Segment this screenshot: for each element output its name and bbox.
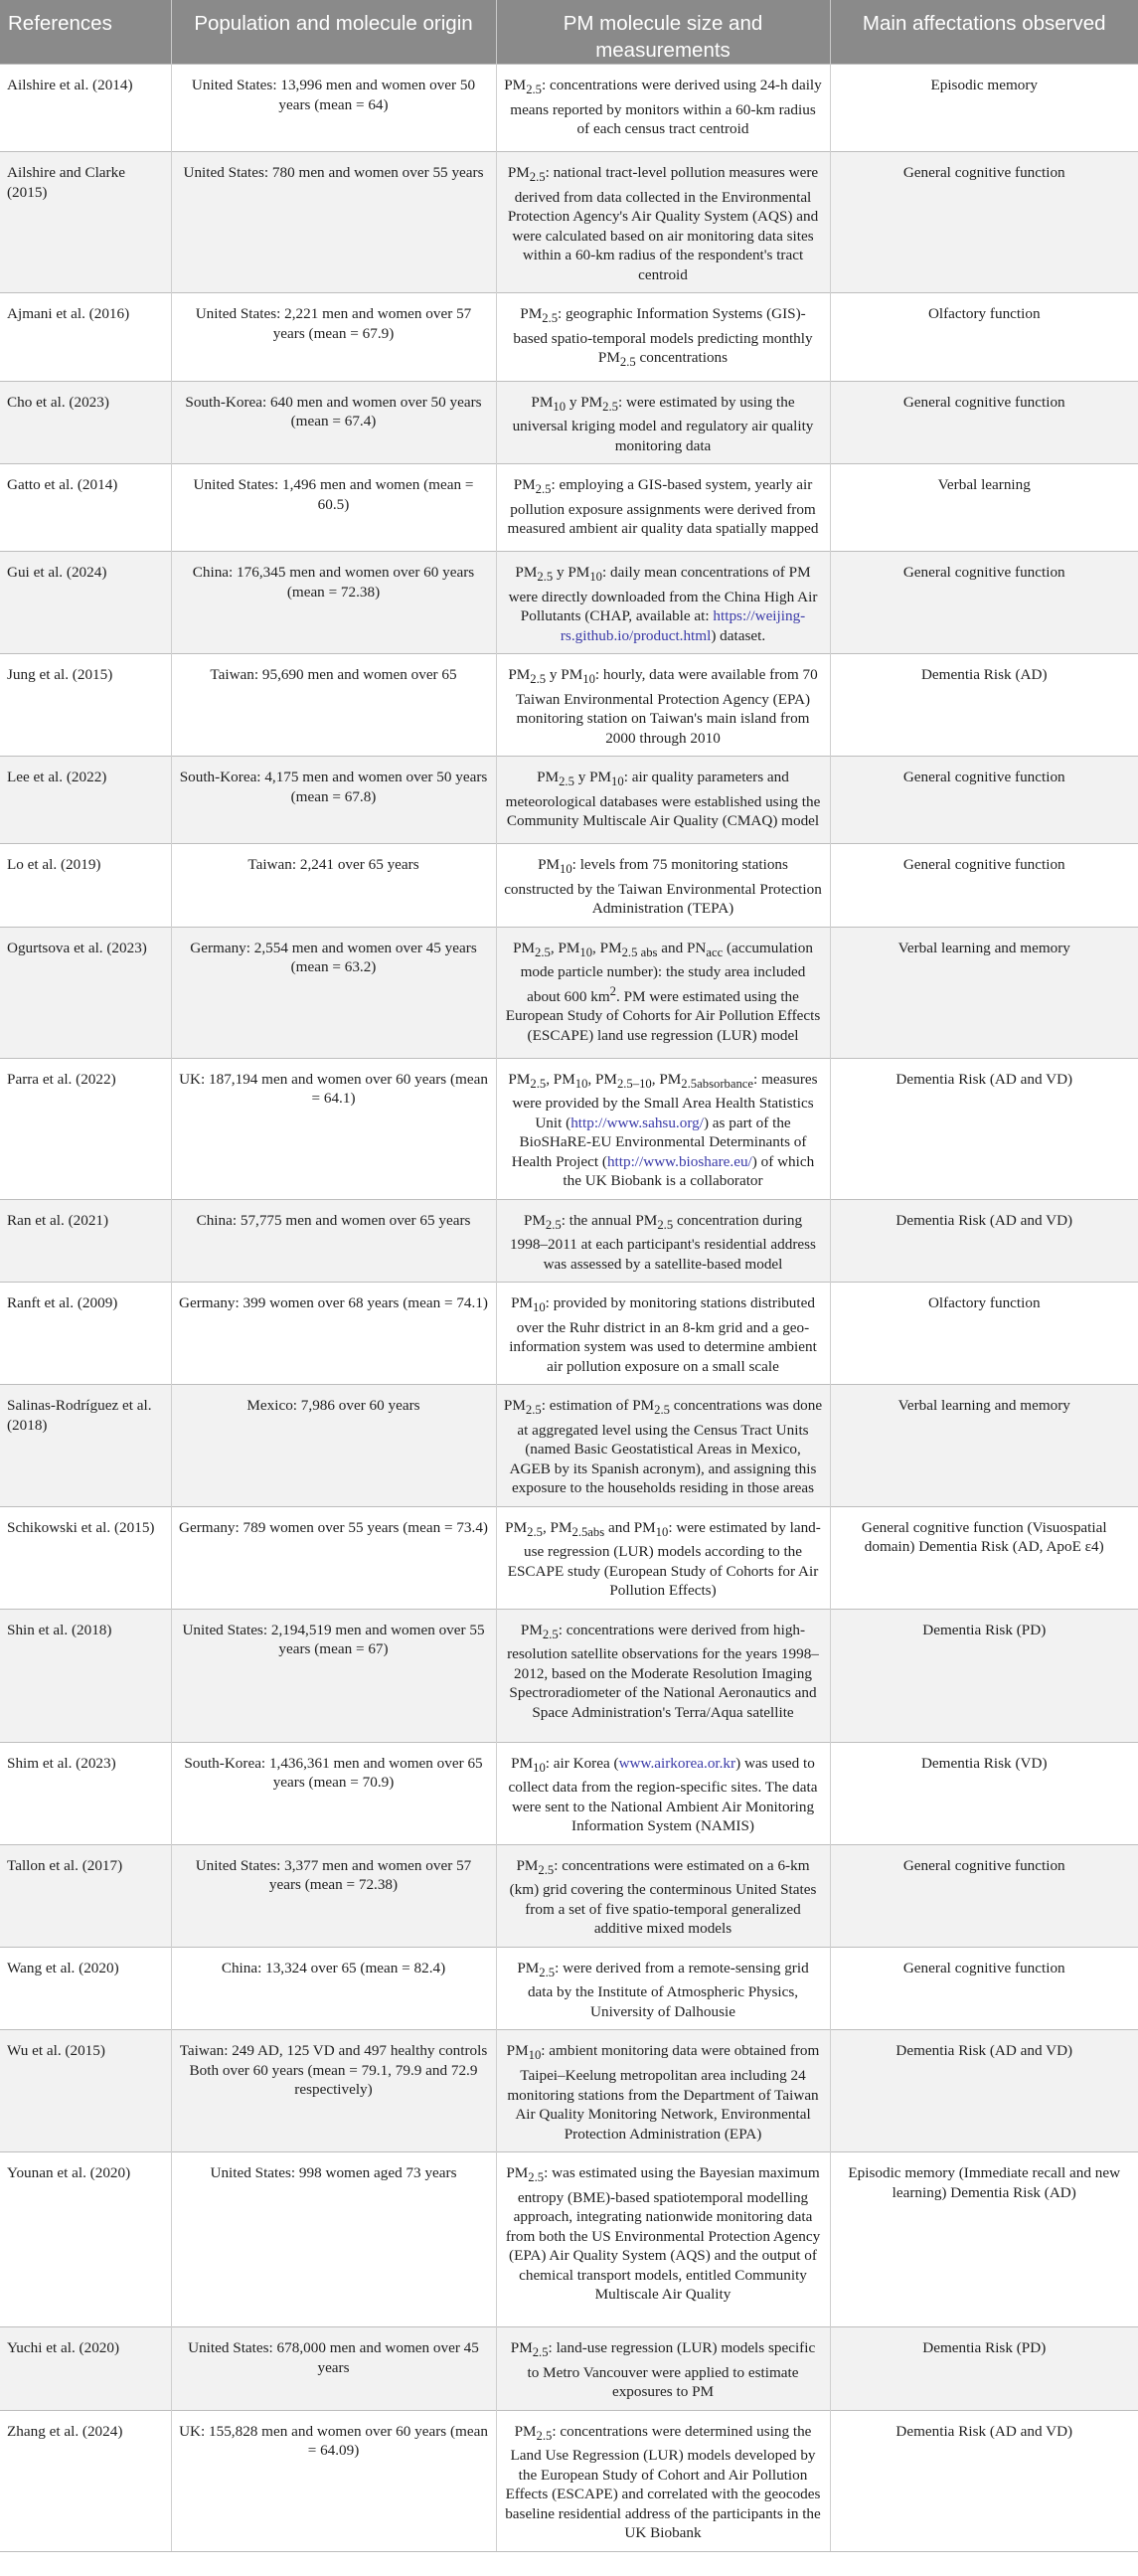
- measurement-cell: $PM_{10}$ y $PM_{2.5}$: were estimated by using the universal kriging model and regulatory air quality monitoring data: [496, 381, 830, 464]
- affectation-cell: General cognitive function: [830, 844, 1138, 928]
- table-row: [0, 654, 1138, 757]
- table-row: [0, 1742, 1138, 1844]
- reference-cell: Ailshire and Clarke (2015): [0, 152, 171, 293]
- table-row: [0, 757, 1138, 844]
- reference-cell: Shin et al. (2018): [0, 1609, 171, 1742]
- population-cell: United States: 3,377 men and women over 57 years (mean = 72.38): [171, 1844, 496, 1947]
- affectation-cell: Dementia Risk (AD and VD): [830, 1058, 1138, 1199]
- table-row: [0, 2327, 1138, 2411]
- population-cell: Germany: 2,554 men and women over 45 years (mean = 63.2): [171, 927, 496, 1058]
- affectation-cell: Dementia Risk (PD): [830, 2327, 1138, 2411]
- affectation-cell: Dementia Risk (AD and VD): [830, 1199, 1138, 1283]
- measurement-cell: $PM_{2.5}$: geographic Information Systems (GIS)-based spatio-temporal models predicting monthly $PM_{2.5}$ concentrations: [496, 293, 830, 382]
- table-row: [0, 293, 1138, 382]
- reference-cell: Gui et al. (2024): [0, 552, 171, 654]
- affectation-cell: General cognitive function: [830, 152, 1138, 293]
- reference-cell: Ogurtsova et al. (2023): [0, 927, 171, 1058]
- affectation-cell: Verbal learning: [830, 464, 1138, 552]
- reference-cell: Wu et al. (2015): [0, 2030, 171, 2152]
- affectation-cell: Dementia Risk (AD and VD): [830, 2410, 1138, 2551]
- table-row: [0, 844, 1138, 928]
- population-cell: Taiwan: 95,690 men and women over 65: [171, 654, 496, 757]
- reference-cell: Lee et al. (2022): [0, 757, 171, 844]
- table-row: [0, 1199, 1138, 1283]
- reference-cell: Shim et al. (2023): [0, 1742, 171, 1844]
- affectation-cell: Olfactory function: [830, 293, 1138, 382]
- population-cell: United States: 1,496 men and women (mean = 60.5): [171, 464, 496, 552]
- reference-cell: Gatto et al. (2014): [0, 464, 171, 552]
- population-cell: United States: 780 men and women over 55 years: [171, 152, 496, 293]
- population-cell: United States: 678,000 men and women over 45 years: [171, 2327, 496, 2411]
- population-cell: Germany: 789 women over 55 years (mean = 73.4): [171, 1506, 496, 1609]
- measurement-cell: $PM_{2.5}$ y $PM_{10}$: air quality parameters and meteorological databases were established using the Community Multiscale Air Quality (CMAQ) model: [496, 757, 830, 844]
- measurement-cell: $PM_{2.5}$ y $PM_{10}$: hourly, data were available from 70 Taiwan Environmental Protection Agency (EPA) monitoring station on Taiwan's main island from 2000 through 2010: [496, 654, 830, 757]
- table-row: [0, 152, 1138, 293]
- measurement-cell: $PM_{2.5}$: were derived from a remote-sensing grid data by the Institute of Atmospheric Physics, University of Dalhousie: [496, 1947, 830, 2030]
- header-pm-measurements: PM molecule size and measurements: [496, 0, 830, 65]
- affectation-cell: General cognitive function: [830, 757, 1138, 844]
- affectation-cell: Episodic memory: [830, 65, 1138, 152]
- affectation-cell: Episodic memory (Immediate recall and new learning) Dementia Risk (AD): [830, 2152, 1138, 2327]
- affectation-cell: Dementia Risk (AD): [830, 654, 1138, 757]
- measurement-cell: $PM_{2.5}$: concentrations were derived from high-resolution satellite observations for the years 1998–2012, based on the Moderate Resolution Imaging Spectroradiometer of the National Aeronautics and Space Administration's Terra/Aqua satellite: [496, 1609, 830, 1742]
- reference-cell: Yuchi et al. (2020): [0, 2327, 171, 2411]
- table-row: [0, 2030, 1138, 2152]
- reference-cell: Ranft et al. (2009): [0, 1283, 171, 1385]
- table-row: [0, 1947, 1138, 2030]
- reference-cell: Lo et al. (2019): [0, 844, 171, 928]
- header-references: References: [0, 0, 171, 65]
- reference-cell: Schikowski et al. (2015): [0, 1506, 171, 1609]
- affectation-cell: General cognitive function: [830, 552, 1138, 654]
- table-row: [0, 1609, 1138, 1742]
- population-cell: China: 13,324 over 65 (mean = 82.4): [171, 1947, 496, 2030]
- reference-cell: Cho et al. (2023): [0, 381, 171, 464]
- reference-cell: Tallon et al. (2017): [0, 1844, 171, 1947]
- affectation-cell: General cognitive function: [830, 381, 1138, 464]
- reference-cell: Zhang et al. (2024): [0, 2410, 171, 2551]
- affectation-cell: Dementia Risk (PD): [830, 1609, 1138, 1742]
- reference-cell: Ailshire et al. (2014): [0, 65, 171, 152]
- measurement-cell: $PM_{2.5}$, $PM_{10}$, $PM_{2.5-10}$, $PM_{2.5absorbance}$: measures were provided by the Small Area Health Statistics Unit (http://www.sahsu.org/) as part of the BioSHaRE-EU Environmental Determinants of Health Project (http://www.bioshare.eu/) of which the UK Biobank is a collaborator: [496, 1058, 830, 1199]
- reference-cell: Parra et al. (2022): [0, 1058, 171, 1199]
- table-row: [0, 1506, 1138, 1609]
- affectation-cell: General cognitive function: [830, 1844, 1138, 1947]
- table-row: [0, 552, 1138, 654]
- population-cell: South-Korea: 1,436,361 men and women over 65 years (mean = 70.9): [171, 1742, 496, 1844]
- population-cell: Taiwan: 249 AD, 125 VD and 497 healthy controls Both over 60 years (mean = 79.1, 79.9 and 72.9 respectively): [171, 2030, 496, 2152]
- measurement-cell: $PM_{2.5}$: estimation of $PM_{2.5}$ concentrations was done at aggregated level using the Census Tract Units (named Basic Geostatistical Areas in Mexico, AGEB by its Spanish acronym), and assigning this exposure to the households residing in those areas: [496, 1385, 830, 1507]
- measurement-cell: $PM_{2.5}$: employing a GIS-based system, yearly air pollution exposure assignments were derived from measured ambient air quality data spatially mapped: [496, 464, 830, 552]
- table-header-row: [0, 0, 1138, 65]
- table-row: [0, 1844, 1138, 1947]
- table-row: [0, 927, 1138, 1058]
- table-row: [0, 2410, 1138, 2551]
- table-row: [0, 1283, 1138, 1385]
- population-cell: China: 57,775 men and women over 65 years: [171, 1199, 496, 1283]
- measurement-cell: $PM_{2.5}$: national tract-level pollution measures were derived from data collected in the Environmental Protection Agency's Air Quality System (AQS) and were calculated based on air monitoring data sites within a 60-km radius of the respondent's tract centroid: [496, 152, 830, 293]
- header-population: Population and molecule origin: [171, 0, 496, 65]
- measurement-cell: $PM_{10}$: levels from 75 monitoring stations constructed by the Taiwan Environmental Protection Administration (TEPA): [496, 844, 830, 928]
- table-row: [0, 1385, 1138, 1507]
- affectation-cell: General cognitive function: [830, 1947, 1138, 2030]
- measurement-cell: $PM_{2.5}$, $PM_{10}$, $PM_{2.5 abs}$ and $PN_{acc}$ (accumulation mode particle number): the study area included about 600 $km^2$. PM were estimated using the European Study of Cohorts for Air Pollution Effects (ESCAPE) land use regression (LUR) model: [496, 927, 830, 1058]
- population-cell: United States: 998 women aged 73 years: [171, 2152, 496, 2327]
- population-cell: Mexico: 7,986 over 60 years: [171, 1385, 496, 1507]
- table-row: [0, 65, 1138, 152]
- population-cell: United States: 2,194,519 men and women over 55 years (mean = 67): [171, 1609, 496, 1742]
- measurement-cell: $PM_{2.5}$, $PM_{2.5abs}$ and $PM_{10}$: were estimated by land-use regression (LUR) models according to the ESCAPE study (European Study of Cohorts for Air Pollution Effects): [496, 1506, 830, 1609]
- measurement-cell: $PM_{10}$: air Korea (www.airkorea.or.kr) was used to collect data from the region-specific sites. The data were sent to the National Ambient Air Monitoring Information System (NAMIS): [496, 1742, 830, 1844]
- affectation-cell: Verbal learning and memory: [830, 927, 1138, 1058]
- population-cell: China: 176,345 men and women over 60 years (mean = 72.38): [171, 552, 496, 654]
- measurement-cell: $PM_{2.5}$: concentrations were derived using 24-h daily means reported by monitors within a 60-km radius of each census tract centroid: [496, 65, 830, 152]
- measurement-cell: $PM_{2.5}$: concentrations were estimated on a 6-km (km) grid covering the conterminous United States from a set of five spatio-temporal generalized additive mixed models: [496, 1844, 830, 1947]
- reference-cell: Ajmani et al. (2016): [0, 293, 171, 382]
- affectation-cell: Dementia Risk (AD and VD): [830, 2030, 1138, 2152]
- population-cell: South-Korea: 4,175 men and women over 50 years (mean = 67.8): [171, 757, 496, 844]
- header-affectations: Main affectations observed: [830, 0, 1138, 65]
- population-cell: UK: 155,828 men and women over 60 years (mean = 64.09): [171, 2410, 496, 2551]
- reference-cell: Ran et al. (2021): [0, 1199, 171, 1283]
- population-cell: South-Korea: 640 men and women over 50 years (mean = 67.4): [171, 381, 496, 464]
- population-cell: Taiwan: 2,241 over 65 years: [171, 844, 496, 928]
- affectation-cell: Dementia Risk (VD): [830, 1742, 1138, 1844]
- measurement-cell: $PM_{2.5}$: concentrations were determined using the Land Use Regression (LUR) models developed by the European Study of Cohort and Air Pollution Effects (ESCAPE) and correlated with the geocodes baseline residential address of the participants in the UK Biobank: [496, 2410, 830, 2551]
- measurement-cell: $PM_{10}$: ambient monitoring data were obtained from Taipei–Keelung metropolitan area including 24 monitoring stations from the Department of Taiwan Air Quality Monitoring Network, Environmental Protection Administration (EPA): [496, 2030, 830, 2152]
- reference-cell: Jung et al. (2015): [0, 654, 171, 757]
- affectation-cell: Verbal learning and memory: [830, 1385, 1138, 1507]
- measurement-cell: $PM_{2.5}$ y $PM_{10}$: daily mean concentrations of PM were directly downloaded from the China High Air Pollutants (CHAP, available at: https://weijing-rs.github.io/product.html) dataset.: [496, 552, 830, 654]
- population-cell: United States: 13,996 men and women over 50 years (mean = 64): [171, 65, 496, 152]
- table-row: [0, 1058, 1138, 1199]
- affectation-cell: General cognitive function (Visuospatial domain) Dementia Risk (AD, ApoE ε4): [830, 1506, 1138, 1609]
- reference-cell: Younan et al. (2020): [0, 2152, 171, 2327]
- measurement-cell: $PM_{2.5}$: was estimated using the Bayesian maximum entropy (BME)-based spatiotemporal modelling approach, integrating nationwide monitoring data from both the US Environmental Protection Agency (EPA) Air Quality System (AQS) and the output of chemical transport models, entitled Community Multiscale Air Quality: [496, 2152, 830, 2327]
- population-cell: United States: 2,221 men and women over 57 years (mean = 67.9): [171, 293, 496, 382]
- measurement-cell: $PM_{2.5}$: the annual $PM_{2.5}$ concentration during 1998–2011 at each participant's residential address was assessed by a satellite-based model: [496, 1199, 830, 1283]
- population-cell: UK: 187,194 men and women over 60 years (mean = 64.1): [171, 1058, 496, 1199]
- affectation-cell: Olfactory function: [830, 1283, 1138, 1385]
- measurement-cell: $PM_{2.5}$: land-use regression (LUR) models specific to Metro Vancouver were applied to estimate exposures to PM: [496, 2327, 830, 2411]
- population-cell: Germany: 399 women over 68 years (mean = 74.1): [171, 1283, 496, 1385]
- table-row: [0, 2152, 1138, 2327]
- reference-cell: Salinas-Rodríguez et al. (2018): [0, 1385, 171, 1507]
- measurement-cell: $PM_{10}$: provided by monitoring stations distributed over the Ruhr district in an 8-km grid and a geo-information system was used to determine ambient air pollution exposure on a small scale: [496, 1283, 830, 1385]
- reference-cell: Wang et al. (2020): [0, 1947, 171, 2030]
- table-row: [0, 381, 1138, 464]
- table-row: [0, 464, 1138, 552]
- table-body: [0, 65, 1138, 2552]
